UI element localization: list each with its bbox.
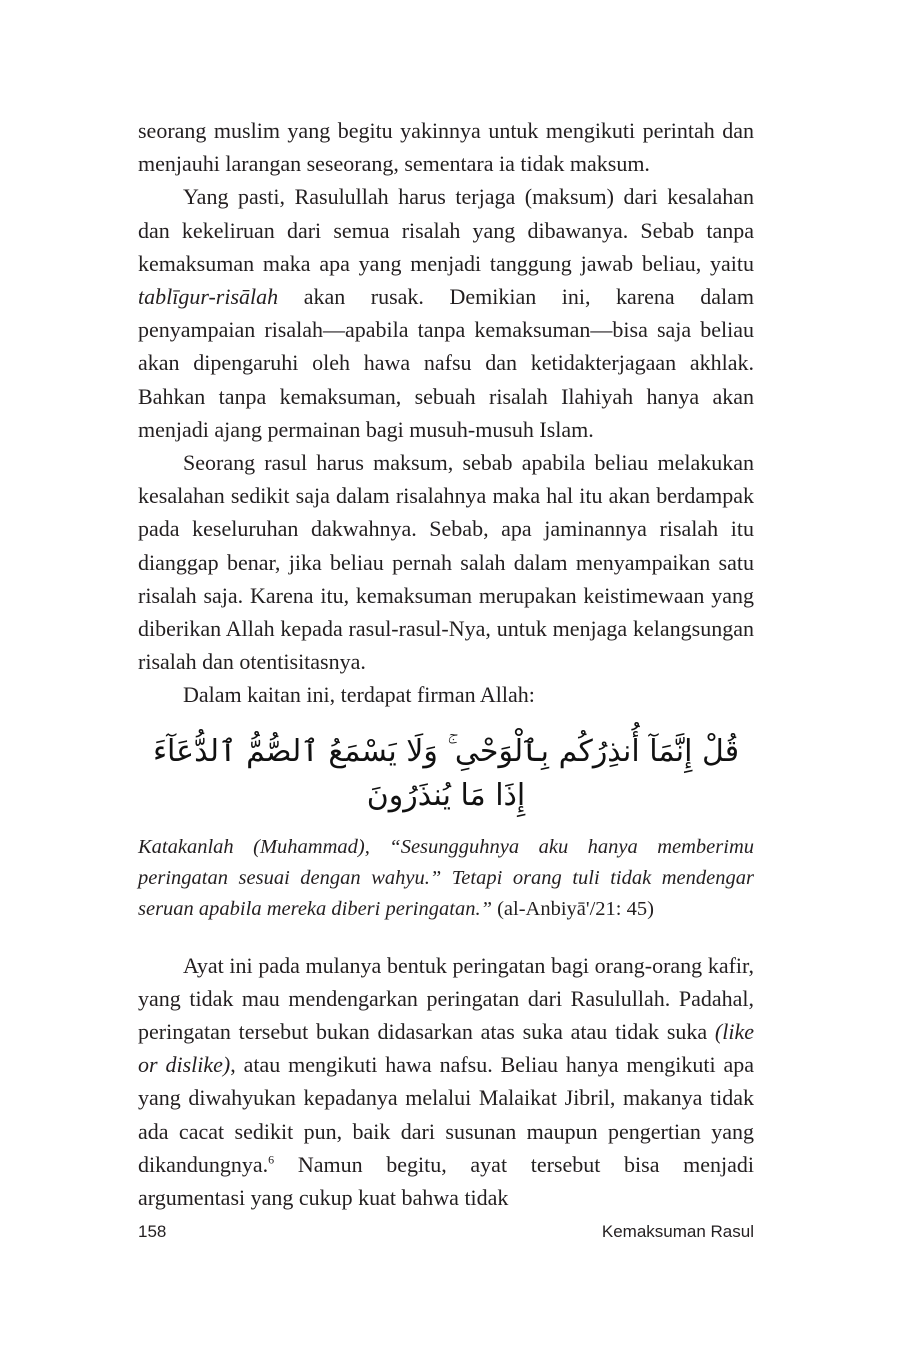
running-title: Kemaksuman Rasul — [601, 1222, 754, 1241]
paragraph-5-text-b: , atau mengikuti hawa nafsu. Beliau hanya mengikuti apa yang diwahyukan kepadanya melalui Malaikat Jibril, makanya tidak ada cacat sedikit pun, baik dari susunan maupun pengertian yang dikandungnya. — [138, 1052, 754, 1177]
term-tabligur-risalah: tablīgur-risālah — [138, 284, 279, 310]
paragraph-2-text-b: akan rusak. Demikian ini, karena dalam penyampaian risalah—apabila tanpa kemaksuman—bisa saja beliau akan dipengaruhi oleh hawa nafsu dan ketidakterjagaan akhlak. Bahkan tanpa kemaksuman, sebuah risalah Ilahiyah hanya akan menjadi ajang permainan bagi musuh-musuh Islam. — [138, 284, 754, 442]
paragraph-1: seorang muslim yang begitu yakinnya untuk mengikuti perintah dan menjauhi larangan seseorang, sementara ia tidak maksum. — [138, 118, 754, 177]
verse-translation-text: Katakanlah (Muhammad), “Sesungguhnya aku hanya memberimu peringatan sesuai dengan wahyu.” Tetapi orang tuli tidak mendengar seruan apabila mereka diberi peringatan.” — [138, 835, 754, 920]
paragraph-2-text-a: Yang pasti, Rasulullah harus terjaga (maksum) dari kesalahan dan kekeliruan dari semua risalah yang dibawanya. Sebab tanpa kemaksuman maka apa yang menjadi tanggung jawab beliau, yaitu — [138, 184, 754, 276]
paragraph-4: Dalam kaitan ini, terdapat firman Allah: — [183, 682, 535, 708]
verse-translation — [138, 832, 754, 925]
verse-source: (al-Anbiyā'/21: 45) — [491, 897, 654, 920]
quran-verse-arabic: قُلْ إِنَّمَآ أُنذِرُكُم بِٱلْوَحْىِ ۚ وَلَا يَسْمَعُ ٱلصُّمُّ ٱلدُّعَآءَ إِذَا مَا يُنذَرُونَ — [152, 733, 740, 813]
paragraph-5 — [138, 949, 754, 1215]
footnote-marker[interactable]: 6 — [268, 1152, 275, 1167]
page-number: 158 — [138, 1222, 167, 1241]
paragraph-2 — [138, 180, 754, 446]
paragraph-5-text-a: Ayat ini pada mulanya bentuk peringatan bagi orang-orang kafir, yang tidak mau mendengarkan peringatan dari Rasulullah. Padahal, peringatan tersebut bukan didasarkan atas suka atau tidak suka — [138, 952, 754, 1045]
paragraph-5-text-c: Namun begitu, ayat tersebut bisa menjadi argumentasi yang cukup kuat bahwa tidak — [138, 1151, 754, 1211]
page-body — [138, 114, 754, 1214]
term-like-or-dislike: (like or dislike) — [138, 1019, 754, 1078]
paragraph-3: Seorang rasul harus maksum, sebab apabila beliau melakukan kesalahan sedikit saja dalam risalahnya maka hal itu akan berdampak pada keseluruhan dakwahnya. Sebab, apa jaminannya risalah itu dianggap benar, jika beliau pernah salah dalam menyampaikan satu risalah saja. Karena itu, kemaksuman merupakan keistimewaan yang diberikan Allah kepada rasul-rasul-Nya, untuk menjaga kelangsungan risalah dan otentisitasnya. — [138, 450, 754, 675]
